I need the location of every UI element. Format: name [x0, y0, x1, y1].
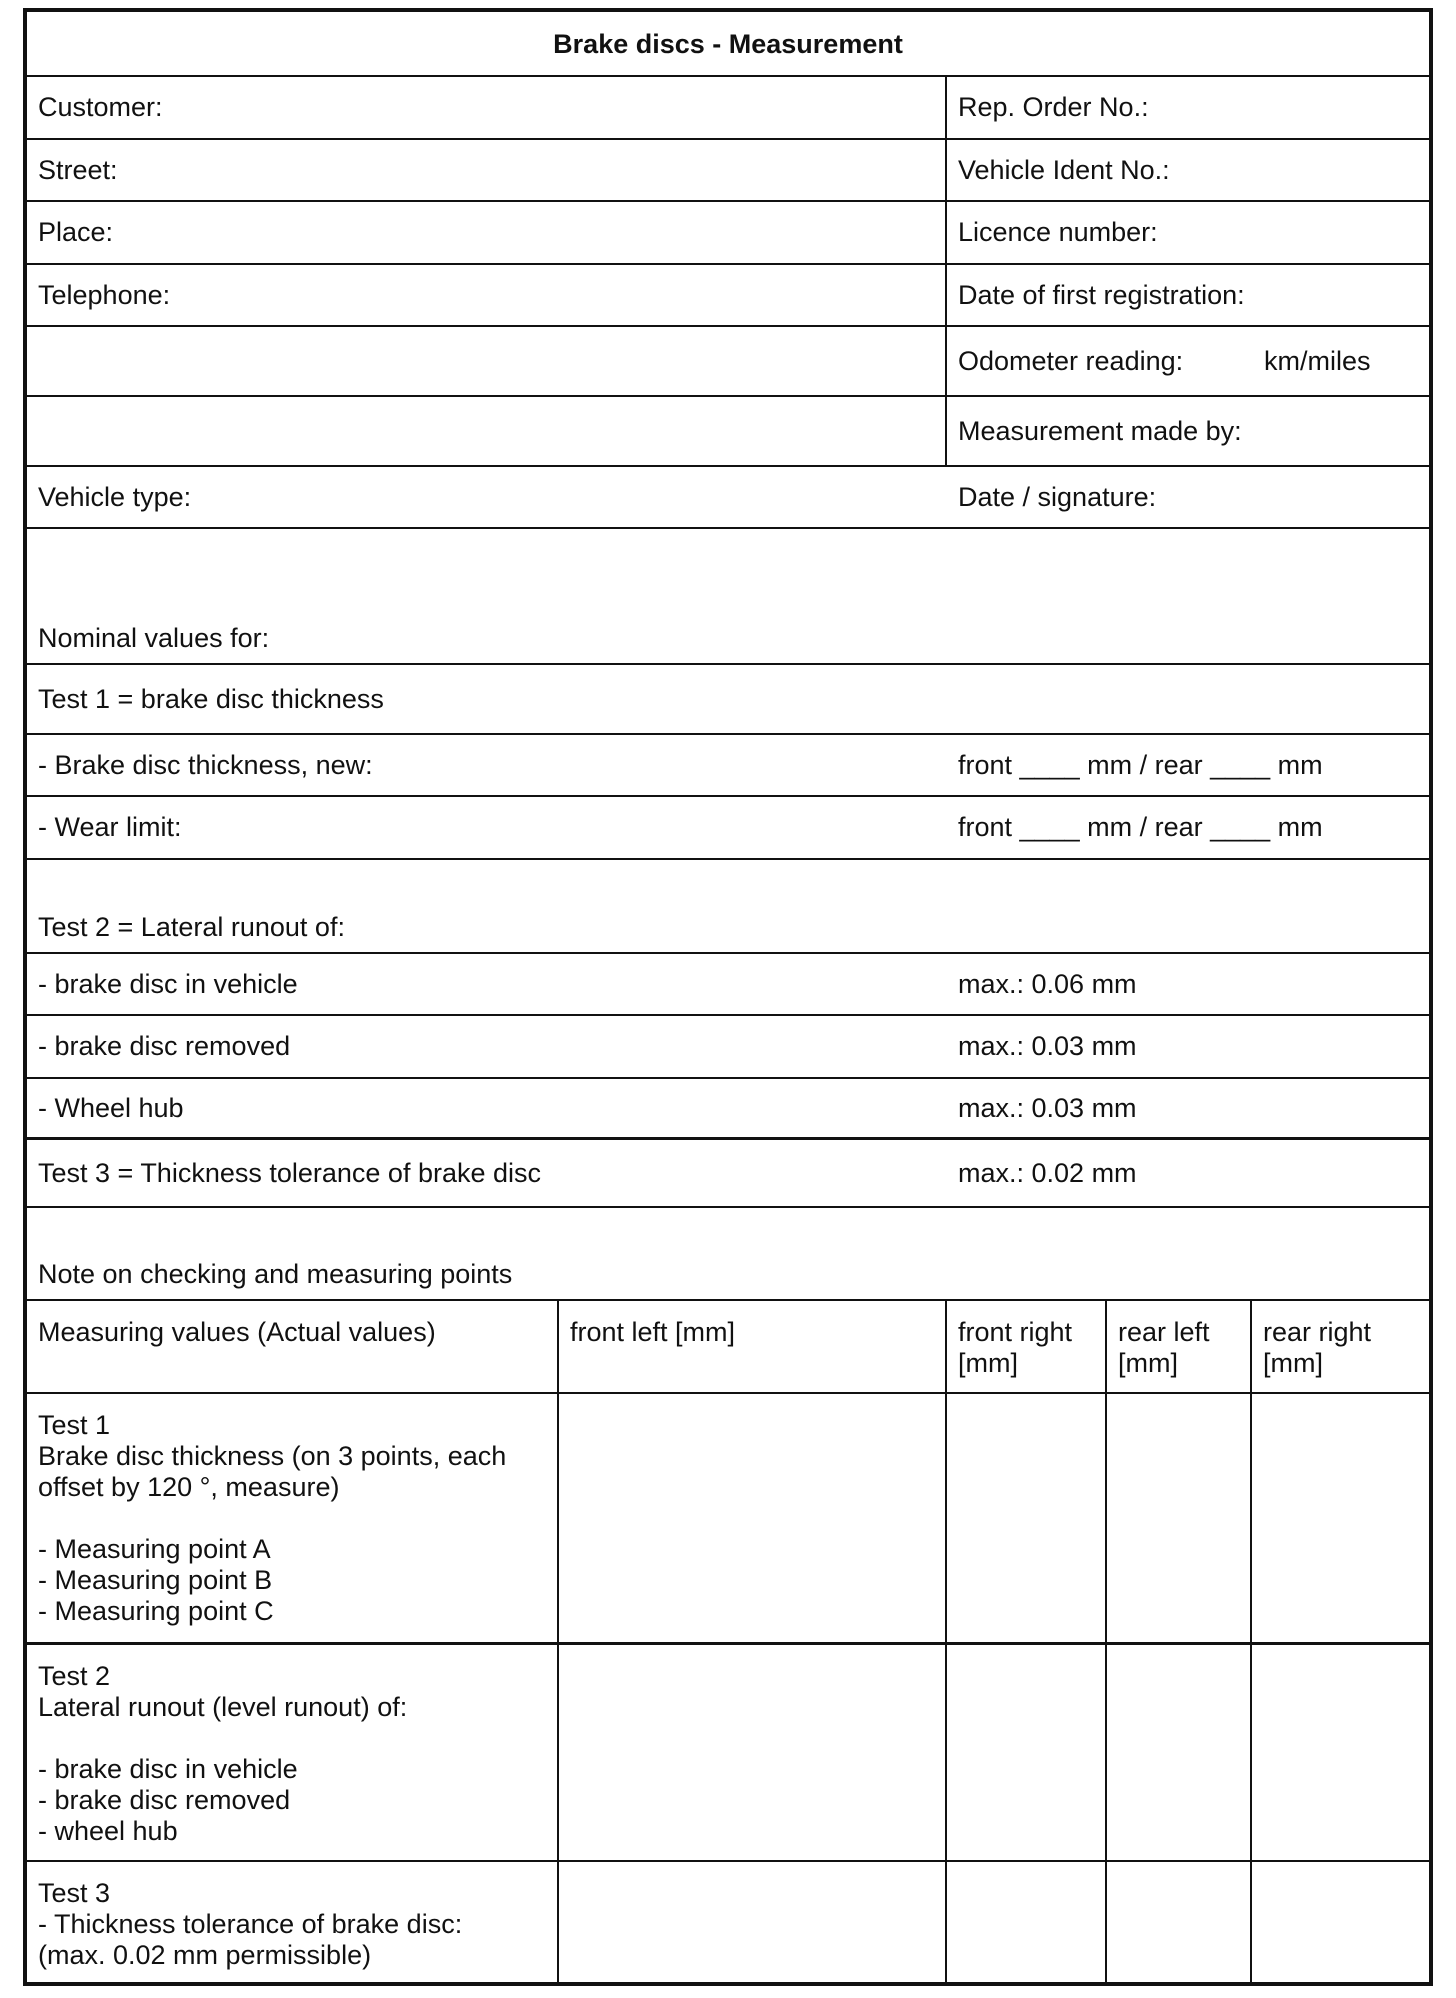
licence-number-label: Licence number: [958, 217, 1158, 247]
table-row-test1 [27, 1394, 557, 1642]
test1-nominal-heading: Test 1 = brake disc thickness [38, 683, 384, 714]
test2-description: Lateral runout (level runout) of: - brake disc in vehicle - brake disc removed - wheel hub [38, 1692, 408, 1846]
runout-removed-value: max.: 0.03 mm [958, 1031, 1137, 1061]
date-signature-label: Date / signature: [958, 481, 1157, 512]
wear-limit-value: front ____ mm / rear ____ mm [958, 812, 1323, 842]
first-registration-label: Date of first registration: [958, 279, 1245, 310]
thickness-new-label: - Brake disc thickness, new: [38, 749, 373, 780]
test3-title: Test 3 [38, 1878, 111, 1908]
street-label: Street: [38, 154, 118, 185]
column-header-front-right: front right [mm] [958, 1317, 1073, 1378]
column-header-measuring-values: Measuring values (Actual values) [38, 1317, 436, 1347]
wear-limit-label: - Wear limit: [38, 812, 182, 842]
runout-in-vehicle-label: - brake disc in vehicle [38, 968, 298, 999]
test2-nominal-heading: Test 2 = Lateral runout of: [38, 912, 345, 942]
column-divider [1250, 1300, 1252, 1982]
brake-disc-measurement-form [23, 8, 1433, 1986]
test3-description: - Thickness tolerance of brake disc: (max. 0.02 mm permissible) [38, 1909, 463, 1970]
table-row-test3 [27, 1862, 557, 1982]
column-divider [945, 1300, 947, 1982]
runout-removed-label: - brake disc removed [38, 1031, 291, 1061]
thickness-new-value: front ____ mm / rear ____ mm [958, 749, 1323, 780]
column-divider [1105, 1300, 1107, 1982]
test3-nominal-label: Test 3 = Thickness tolerance of brake disc [38, 1157, 542, 1188]
test1-title: Test 1 [38, 1410, 111, 1440]
test3-nominal-value: max.: 0.02 mm [958, 1157, 1137, 1188]
measuring-points-note: Note on checking and measuring points [38, 1259, 513, 1289]
column-header-front-left: front left [mm] [570, 1317, 736, 1347]
nominal-values-heading: Nominal values for: [38, 623, 270, 653]
table-row-test2 [27, 1645, 557, 1860]
column-divider [557, 1300, 559, 1982]
measurement-made-by-label: Measurement made by: [958, 415, 1242, 446]
place-label: Place: [38, 217, 114, 247]
test2-title: Test 2 [38, 1661, 111, 1691]
runout-wheel-hub-value: max.: 0.03 mm [958, 1092, 1137, 1123]
vehicle-type-label: Vehicle type: [38, 481, 192, 512]
telephone-label: Telephone: [38, 279, 171, 310]
runout-in-vehicle-value: max.: 0.06 mm [958, 968, 1137, 999]
column-header-rear-right: rear right [mm] [1263, 1317, 1372, 1378]
runout-wheel-hub-label: - Wheel hub [38, 1092, 184, 1123]
column-header-rear-left: rear left [mm] [1118, 1317, 1210, 1378]
customer-label: Customer: [38, 91, 163, 122]
odometer-label: Odometer reading: [958, 345, 1184, 376]
form-title: Brake discs - Measurement [553, 28, 903, 59]
odometer-unit: km/miles [1264, 345, 1371, 376]
vehicle-ident-label: Vehicle Ident No.: [958, 154, 1170, 185]
rep-order-label: Rep. Order No.: [958, 91, 1149, 122]
test1-description: Brake disc thickness (on 3 points, each offset by 120 °, measure) - Measuring point A - Measuring point B - Measuring point C [38, 1441, 507, 1626]
